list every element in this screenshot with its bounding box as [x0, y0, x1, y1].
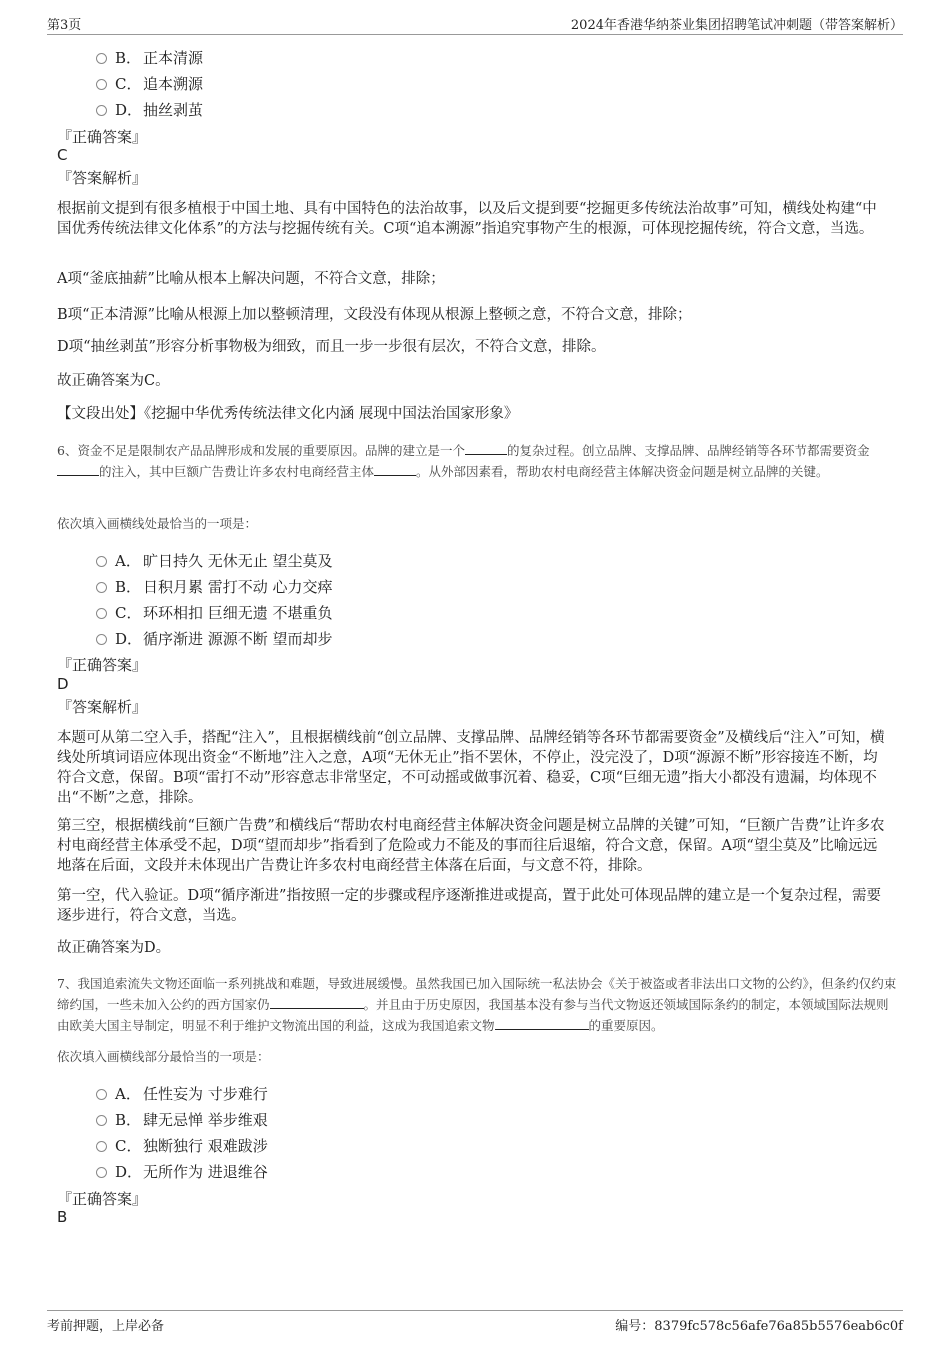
analysis-label: 『答案解析』	[57, 169, 148, 187]
q5-analysis-1: 根据前文提到有很多植根于中国土地、具有中国特色的法治故事，以及后文提到要“挖掘更多传统法治故事”可知，横线处构建“中国优秀传统法律文化体系”的方法与挖掘传统有关。C项“追本溯源”指追究事物产生的根源，可体现挖掘传统，符合文意，当选。	[57, 201, 877, 237]
radio-icon[interactable]	[96, 1167, 107, 1178]
radio-icon[interactable]	[96, 53, 107, 64]
radio-icon[interactable]	[96, 1089, 107, 1100]
q6-option-c[interactable]: C． 环环相扣 巨细无遗 不堪重负	[96, 602, 333, 623]
answer-label: 『正确答案』	[57, 1190, 148, 1208]
radio-icon[interactable]	[96, 1115, 107, 1126]
q7-answer: B	[57, 1208, 68, 1226]
q5-answer: C	[57, 146, 68, 164]
footer-slogan: 考前押题，上岸必备	[47, 1319, 165, 1334]
q6-stem: 6、资金不足是限制农产品品牌形成和发展的重要原因。品牌的建立是一个 的复杂过程。创立品牌、支撑品牌、品牌经销等各环节都需要资金的注入，其中巨额广告费让许多农村电商经营主体 。从外部因素看，帮助农村电商经营主体解决资金问题是树立品牌的关键。	[57, 443, 870, 479]
radio-icon[interactable]	[96, 1141, 107, 1152]
q7-option-a[interactable]: A． 任性妄为 寸步难行	[96, 1083, 268, 1104]
radio-icon[interactable]	[96, 105, 107, 116]
q6-option-a[interactable]: A． 旷日持久 无休无止 望尘莫及	[96, 550, 333, 571]
q6-analysis-2: 第三空，根据横线前“巨额广告费”和横线后“帮助农村电商经营主体解决资金问题是树立品牌的关键”可知，“巨额广告费”让许多农村电商经营主体承受不起，D项“望而却步”指看到了危险或力不能及的事而往后退缩，符合文意，保留。A项“望尘莫及”比喻远远地落在后面，文段并未体现出广告费让许多农村电商经营主体落在后面，与文意不符，排除。	[57, 818, 885, 874]
document-title: 2024年香港华纳茶业集团招聘笔试冲刺题（带答案解析）	[570, 18, 903, 33]
document-id: 编号：8379fc578c56afe76a85b5576eab6c0f	[615, 1319, 903, 1334]
radio-icon[interactable]	[96, 556, 107, 567]
analysis-label: 『答案解析』	[57, 698, 148, 716]
blank-line	[374, 463, 416, 476]
q5-option-d[interactable]: D．抽丝剥茧	[96, 99, 203, 120]
page-header	[47, 14, 903, 35]
answer-label: 『正确答案』	[57, 128, 148, 146]
q6-option-d[interactable]: D．循序渐进 源源不断 望而却步	[96, 628, 333, 649]
q7-hint: 依次填入画横线部分最恰当的一项是：	[57, 1049, 270, 1064]
answer-label: 『正确答案』	[57, 656, 148, 674]
radio-icon[interactable]	[96, 582, 107, 593]
radio-icon[interactable]	[96, 634, 107, 645]
blank-line	[465, 442, 507, 455]
page-number: 第3页	[47, 18, 82, 33]
q6-analysis-3: 第一空，代入验证。D项“循序渐进”指按照一定的步骤或程序逐渐推进或提高，置于此处可体现品牌的建立是一个复杂过程，需要逐步进行，符合文意，当选。	[57, 888, 881, 924]
blank-line	[57, 463, 99, 476]
q7-stem: 7、我国追索流失文物还面临一系列挑战和难题，导致进展缓慢。虽然我国已加入国际统一私法协会《关于被盗或者非法出口文物的公约》，但条约仅约束缔约国，一些未加入公约的西方国家仍 。并且由于历史原因，我国基本没有参与当代文物返还领域国际条约的制定，本领域国际法规则由欧美大国主导制定，明显不利于维护文物流出国的利益，这成为我国追索文物 的重要原因。	[57, 976, 897, 1033]
radio-icon[interactable]	[96, 608, 107, 619]
q6-analysis-4: 故正确答案为D。	[57, 940, 171, 956]
blank-line	[270, 996, 364, 1009]
q5-analysis-2: A项“釜底抽薪”比喻从根本上解决问题，不符合文意，排除；	[57, 271, 445, 287]
q5-option-c[interactable]: C． 追本溯源	[96, 73, 203, 94]
q5-analysis-4: D项“抽丝剥茧”形容分析事物极为细致，而且一步一步很有层次，不符合文意，排除。	[57, 339, 606, 355]
page-footer	[47, 1310, 903, 1333]
q5-option-b[interactable]: B． 正本清源	[96, 47, 203, 68]
q6-hint: 依次填入画横线处最恰当的一项是：	[57, 516, 258, 531]
q7-option-d[interactable]: D．无所作为 进退维谷	[96, 1161, 268, 1182]
blank-line	[495, 1017, 589, 1030]
q6-analysis-1: 本题可从第二空入手，搭配“注入”，且根据横线前“创立品牌、支撑品牌、品牌经销等各环节都需要资金”及横线后“注入”可知，横线处所填词语应体现出资金“不断地”注入之意，A项“无休无止”指不罢休，不停止，没完没了，D项“源源不断”形容接连不断，均符合文意，保留。B项“雷打不动”形容意志非常坚定，不可动摇或做事沉着、稳妥，C项“巨细无遗”指大小都没有遗漏，均体现不出“不断”之意，排除。	[57, 730, 885, 806]
q5-analysis-3: B项“正本清源”比喻从根源上加以整顿清理，文段没有体现从根源上整顿之意，不符合文意，排除；	[57, 307, 692, 323]
q7-option-c[interactable]: C． 独断独行 艰难跋涉	[96, 1135, 268, 1156]
q6-answer: D	[57, 675, 69, 693]
radio-icon[interactable]	[96, 79, 107, 90]
q7-option-b[interactable]: B． 肆无忌惮 举步维艰	[96, 1109, 268, 1130]
q6-option-b[interactable]: B． 日积月累 雷打不动 心力交瘁	[96, 576, 333, 597]
q5-analysis-5: 故正确答案为C。	[57, 373, 170, 389]
q5-source: 【文段出处】《挖掘中华优秀传统法律文化内涵 展现中国法治国家形象》	[57, 406, 519, 422]
